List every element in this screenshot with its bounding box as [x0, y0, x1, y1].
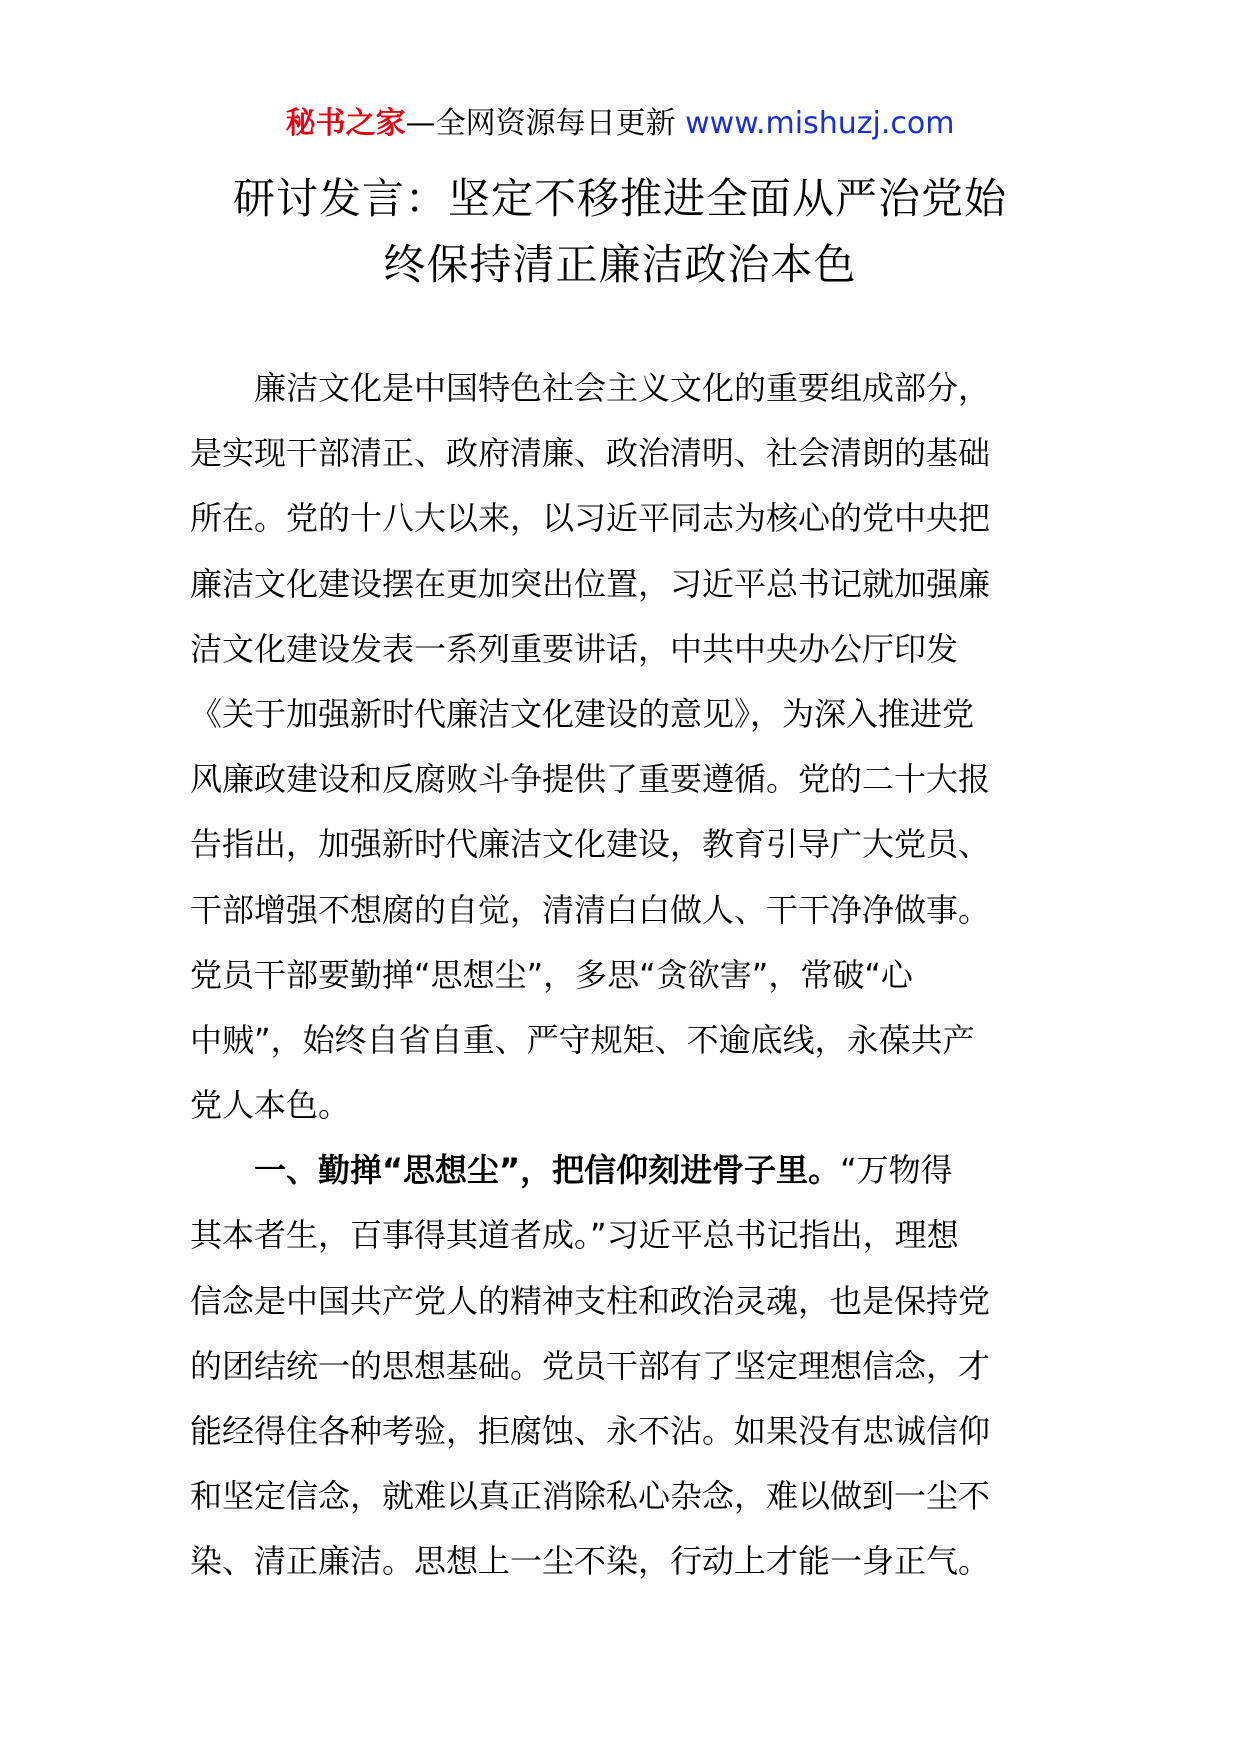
header-tagline: —全网资源每日更新 — [405, 106, 686, 141]
paragraph-1 — [190, 356, 1064, 1138]
title-line-2: 终保持清正廉洁政治本色 — [383, 240, 857, 289]
text-line: 廉洁文化是中国特色社会主义文化的重要组成部分， — [254, 369, 991, 407]
text-line: 廉洁文化建设摆在更加突出位置，习近平总书记就加强廉 — [190, 564, 991, 603]
document-title — [190, 166, 1050, 298]
document-body — [190, 356, 1064, 1595]
text-line: 其本者生，百事得其道者成。”习近平总书记指出，理想 — [190, 1216, 959, 1255]
text-line: 是实现干部清正、政府清廉、政治清明、社会清朗的基础 — [190, 434, 991, 473]
text-line: 洁文化建设发表一系列重要讲话，中共中央办公厅印发 — [190, 629, 959, 668]
text-line — [190, 1138, 1064, 1203]
title-line-1: 研讨发言：坚定不移推进全面从严治党始 — [232, 174, 1007, 223]
section-heading-rest: “万物得 — [840, 1151, 953, 1190]
paragraph-2 — [190, 1138, 1064, 1594]
header-url-link[interactable]: www.mishuzj.com — [685, 106, 955, 141]
text-line: 告指出，加强新时代廉洁文化建设，教育引导广大党员、 — [190, 825, 991, 864]
text-line: 的团结统一的思想基础。党员干部有了坚定理想信念，才 — [190, 1346, 991, 1385]
text-line: 所在。党的十八大以来，以习近平同志为核心的党中央把 — [190, 499, 991, 538]
text-line: 干部增强不想腐的自觉，清清白白做人、干干净净做事。 — [190, 890, 991, 929]
brand-name: 秘书之家 — [285, 106, 406, 141]
text-line: 《关于加强新时代廉洁文化建设的意见》，为深入推进党 — [190, 694, 975, 733]
text-line: 党人本色。 — [190, 1086, 351, 1125]
text-line: 能经得住各种考验，拒腐蚀、永不沾。如果没有忠诚信仰 — [190, 1412, 991, 1450]
text-line: 染、清正廉洁。思想上一尘不染，行动上才能一身正气。 — [190, 1542, 991, 1581]
site-header — [0, 104, 1240, 144]
section-heading: 一、勤掸“思想尘”，把信仰刻进骨子里。 — [254, 1151, 841, 1190]
text-line: 和坚定信念，就难以真正消除私心杂念，难以做到一尘不 — [190, 1477, 991, 1516]
text-line: 党员干部要勤掸“思想尘”，多思“贪欲害”，常破“心 — [190, 955, 913, 994]
text-line: 中贼”，始终自省自重、严守规矩、不逾底线，永葆共产 — [190, 1020, 975, 1059]
text-line: 风廉政建设和反腐败斗争提供了重要遵循。党的二十大报 — [190, 760, 991, 799]
text-line: 信念是中国共产党人的精神支柱和政治灵魂，也是保持党 — [190, 1281, 991, 1320]
